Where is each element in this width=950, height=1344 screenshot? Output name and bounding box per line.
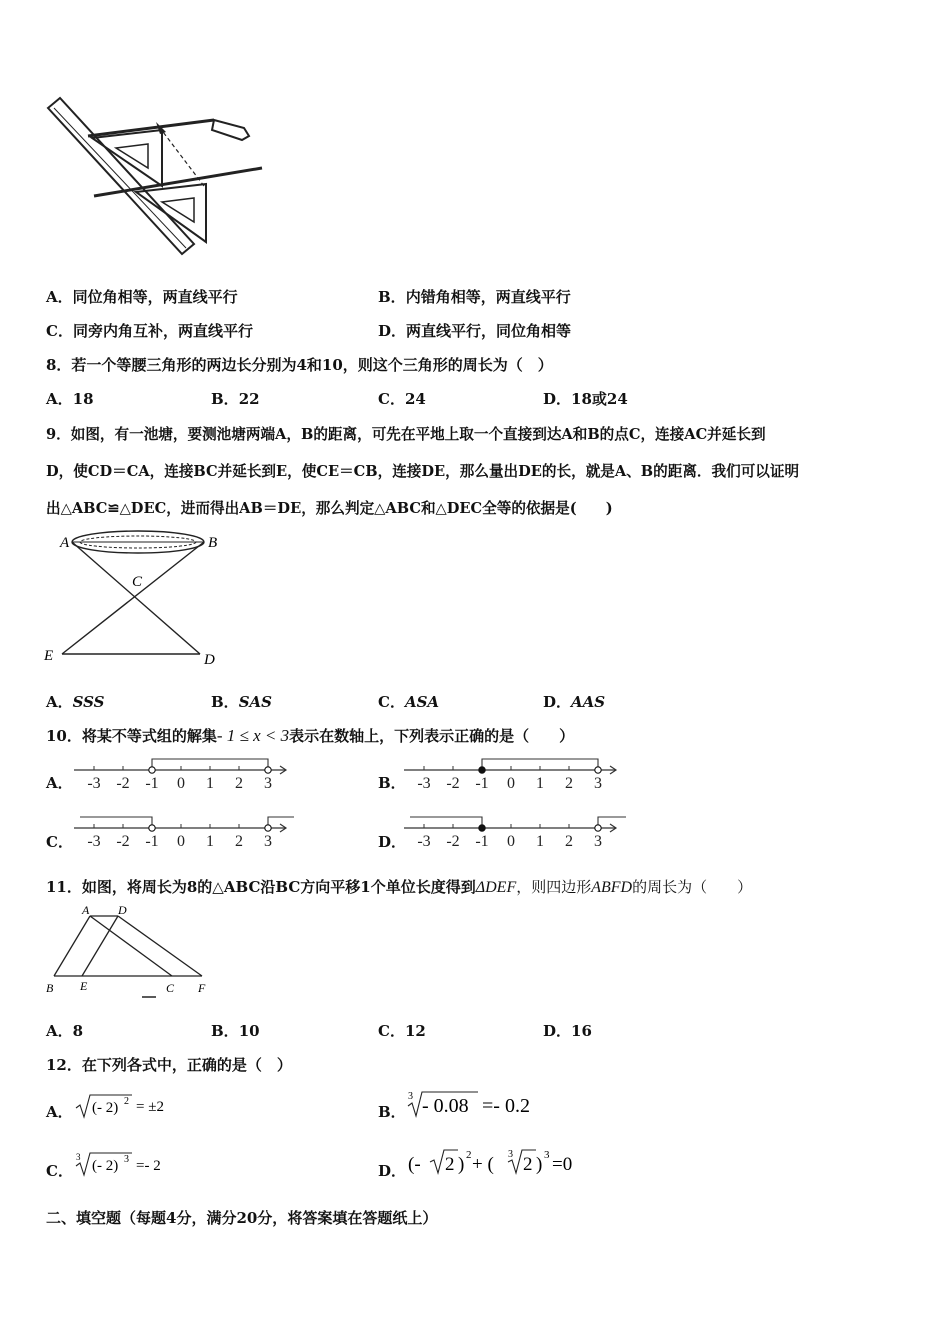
tick-label: 1 (536, 833, 544, 850)
svg-text:2: 2 (523, 1154, 533, 1175)
option-letter: C． (378, 693, 405, 711)
option-letter: A． (46, 1022, 73, 1040)
q11-option-c[interactable] (378, 1020, 426, 1041)
q9-stem-line2: D，使CD＝CA，连接BC并延长到E，使CE＝CB，连接DE，那么量出DE的长，就是A、B的距离．我们可以证明 (46, 463, 800, 480)
svg-text:2: 2 (466, 1149, 472, 1161)
option-text: SAS (238, 693, 272, 711)
tick-label: 0 (177, 775, 185, 792)
tick-label: -3 (417, 833, 431, 850)
option-letter: A． (46, 390, 73, 408)
q7-option-b[interactable] (378, 286, 571, 307)
tick-label: 3 (594, 775, 602, 792)
q11-option-a[interactable] (46, 1020, 83, 1041)
option-letter: D． (543, 1022, 572, 1040)
tick-label: -2 (116, 775, 130, 792)
tick-label: 2 (565, 775, 573, 792)
option-letter: B． (378, 288, 406, 306)
option-text: ASA (404, 693, 440, 711)
parallel-line-top (88, 120, 214, 136)
q12-option-b-formula[interactable] (406, 1088, 566, 1122)
svg-text:3: 3 (544, 1149, 550, 1161)
option-letter: A． (46, 288, 73, 306)
svg-text:=0: =0 (552, 1154, 573, 1175)
q9-option-c[interactable] (378, 691, 439, 712)
option-letter: C． (378, 1022, 405, 1040)
label-a: A (82, 904, 90, 917)
svg-text:- 0.08: - 0.08 (422, 1095, 469, 1117)
tick-label: 2 (235, 833, 243, 850)
side-ab (54, 916, 90, 976)
option-text: AAS (571, 693, 606, 711)
option-text: 两直线平行，同位角相等 (406, 322, 572, 340)
option-text: 22 (238, 390, 260, 408)
option-text: 12 (404, 1022, 426, 1040)
tick-label: -1 (145, 775, 159, 792)
option-letter: B． (211, 693, 239, 711)
stem-text: 10．将某不等式组的解集 (46, 727, 217, 745)
stem-text: ，则四边形 (516, 878, 592, 896)
q12-stem: 12．在下列各式中，正确的是（ ） (46, 1056, 292, 1074)
solution-bracket-left (410, 817, 482, 828)
label-d: D (118, 904, 127, 917)
q11-option-d[interactable] (543, 1020, 592, 1041)
q12-option-c-formula[interactable] (74, 1148, 194, 1180)
section-2-title: 二、填空题（每题4分，满分20分，将答案填在答题纸上） (46, 1209, 438, 1227)
option-text: 18 (72, 390, 94, 408)
option-letter: C． (46, 322, 73, 340)
svg-text:3: 3 (124, 1154, 129, 1165)
option-text: 24 (404, 390, 426, 408)
label-f: F (198, 981, 206, 995)
option-text: 18或24 (571, 390, 628, 408)
tick-label: 3 (264, 833, 272, 850)
label-e: E (80, 979, 88, 993)
svg-text:2: 2 (445, 1154, 455, 1175)
q8-option-c[interactable] (378, 388, 426, 409)
tick-label: 0 (177, 833, 185, 850)
option-text: 16 (571, 1022, 592, 1040)
svg-text:3: 3 (508, 1149, 513, 1160)
option-letter: C． (378, 390, 405, 408)
tick-label: 1 (206, 833, 214, 850)
option-letter: B． (211, 390, 239, 408)
svg-text:=- 0.2: =- 0.2 (482, 1095, 530, 1117)
solution-bracket-right (598, 817, 626, 828)
svg-text:(-: (- (408, 1154, 421, 1175)
tick-label: 2 (565, 833, 573, 850)
solid-dot (479, 825, 485, 831)
q12-option-b-label[interactable]: B． (378, 1103, 406, 1121)
q10-option-a-label[interactable]: A． (46, 774, 73, 792)
line-ad (72, 542, 200, 654)
option-text: 同旁内角互补，两直线平行 (72, 322, 253, 340)
svg-text:2: 2 (124, 1096, 129, 1107)
option-text: 10 (238, 1022, 260, 1040)
option-letter: A． (46, 693, 73, 711)
set-square-top (92, 130, 162, 186)
svg-text:(- 2): (- 2) (92, 1158, 119, 1174)
q9-stem-line1: 9．如图，有一池塘，要测池塘两端A，B的距离，可先在平地上取一个直接到达A和B的点C，连接AC并延长到 (46, 426, 766, 443)
option-letter: D． (543, 693, 572, 711)
option-text: SSS (72, 693, 105, 711)
svg-text:): ) (458, 1154, 465, 1175)
open-dot (265, 825, 271, 831)
open-dot (265, 767, 271, 773)
svg-text:3: 3 (408, 1091, 413, 1102)
q9-figure (40, 526, 230, 672)
q11-figure (42, 904, 218, 1000)
tick-label: -3 (87, 833, 101, 850)
q9-stem-line3: 出△ABC≌△DEC，进而得出AB＝DE，那么判定△ABC和△DEC全等的依据是( ) (46, 500, 613, 517)
solution-bracket-left (80, 817, 152, 828)
svg-text:= ±2: = ±2 (136, 1099, 164, 1115)
option-text: 同位角相等，两直线平行 (72, 288, 238, 306)
svg-text:+ (: + ( (472, 1154, 494, 1175)
label-d: D (204, 652, 215, 668)
tick-label: 0 (507, 775, 515, 792)
q12-option-a-label[interactable]: A． (46, 1103, 73, 1121)
q10-option-d-label[interactable]: D． (378, 833, 407, 851)
label-c: C (166, 981, 175, 995)
line-be (62, 542, 204, 654)
tick-label: 1 (206, 775, 214, 792)
q7-option-d[interactable] (378, 320, 571, 341)
q9-option-a[interactable] (46, 691, 104, 712)
q10-number-line-c[interactable] (72, 812, 294, 852)
label-c: C (132, 574, 143, 590)
svg-text:): ) (536, 1154, 543, 1175)
tick-label: 2 (235, 775, 243, 792)
solution-bracket-right (268, 817, 294, 828)
tick-label: -3 (87, 775, 101, 792)
tick-label: 3 (594, 833, 602, 850)
open-dot (149, 825, 155, 831)
side-de (82, 916, 118, 976)
svg-text:3: 3 (76, 1152, 81, 1162)
svg-text:=- 2: =- 2 (136, 1158, 161, 1174)
stem-text: 表示在数轴上，下列表示正确的是（ ） (289, 727, 575, 745)
q7-figure (44, 96, 266, 260)
q10-stem (46, 725, 574, 746)
q12-option-d-label[interactable]: D． (378, 1162, 407, 1180)
stem-text: 的周长为（ ） (632, 878, 753, 896)
tick-label: -2 (116, 833, 130, 850)
quadrilateral-abfd: ABFD (591, 879, 633, 896)
tick-label: -2 (446, 833, 460, 850)
ruler (48, 98, 194, 254)
q10-number-line-a[interactable] (72, 754, 294, 794)
option-letter: B． (211, 1022, 239, 1040)
q7-option-a[interactable] (46, 286, 238, 307)
q12-option-c-label[interactable]: C． (46, 1162, 73, 1180)
svg-text:(- 2): (- 2) (92, 1100, 119, 1116)
q7-option-c[interactable] (46, 320, 253, 341)
tick-label: 1 (536, 775, 544, 792)
open-dot (595, 825, 601, 831)
q12-option-a-formula[interactable] (74, 1090, 194, 1122)
tick-label: -2 (446, 775, 460, 792)
q8-stem: 8．若一个等腰三角形的两边长分别为4和10，则这个三角形的周长为（ ） (46, 356, 553, 374)
inequality: - 1 ≤ x < 3 (216, 726, 290, 745)
q8-option-d[interactable] (543, 388, 628, 409)
q9-option-b[interactable] (211, 691, 272, 712)
label-b: B (46, 981, 54, 995)
q11-option-b[interactable] (211, 1020, 260, 1041)
q10-number-line-d[interactable] (402, 812, 632, 852)
q8-option-a[interactable] (46, 388, 94, 409)
q8-option-b[interactable] (211, 388, 260, 409)
open-dot (149, 767, 155, 773)
option-letter: D． (543, 390, 572, 408)
label-e: E (44, 648, 54, 664)
label-b: B (208, 535, 218, 551)
triangle-def: ΔDEF (475, 879, 517, 896)
tick-label: -1 (475, 833, 489, 850)
q10-option-c-label[interactable]: C． (46, 833, 73, 851)
tick-label: -1 (475, 775, 489, 792)
open-dot (595, 767, 601, 773)
stem-text: 11．如图，将周长为8的△ABC沿BC方向平移1个单位长度得到 (46, 878, 476, 896)
q11-stem (46, 876, 752, 897)
pencil-icon (212, 120, 249, 140)
label-a: A (60, 535, 70, 551)
q10-option-b-label[interactable]: B． (378, 774, 406, 792)
option-letter: D． (378, 322, 407, 340)
q9-option-d[interactable] (543, 691, 605, 712)
option-text: 内错角相等，两直线平行 (405, 288, 571, 306)
tick-label: 3 (264, 775, 272, 792)
parallel-line-bottom (94, 168, 262, 196)
q10-number-line-b[interactable] (402, 754, 624, 794)
tick-label: -3 (417, 775, 431, 792)
solid-dot (479, 767, 485, 773)
tick-label: 0 (507, 833, 515, 850)
tick-label: -1 (145, 833, 159, 850)
q12-option-d-formula[interactable] (406, 1144, 606, 1180)
option-text: 8 (72, 1022, 84, 1040)
